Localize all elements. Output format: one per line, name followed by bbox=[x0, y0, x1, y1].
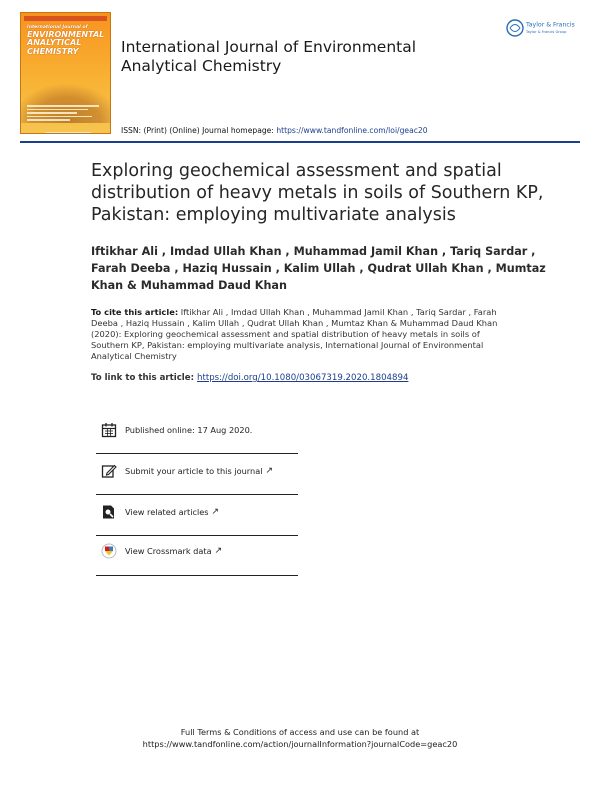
submit-article-link[interactable]: Submit your article to this journal bbox=[125, 466, 263, 476]
cover-top-bar bbox=[24, 16, 107, 21]
crossmark-link[interactable]: View Crossmark data bbox=[125, 546, 212, 556]
cover-title-line-1: ENVIRONMENTAL bbox=[27, 29, 105, 39]
related-articles-link[interactable]: View related articles bbox=[125, 507, 209, 517]
row-divider bbox=[96, 535, 298, 536]
footer bbox=[0, 726, 600, 750]
external-link-icon: ↗ bbox=[214, 546, 223, 556]
related-articles-row[interactable] bbox=[100, 502, 219, 522]
footer-terms-text: Full Terms & Conditions of access and use can be found at bbox=[180, 727, 420, 737]
cover-text-lines bbox=[27, 105, 99, 123]
external-link-icon: ↗ bbox=[211, 507, 220, 517]
external-link-icon: ↗ bbox=[265, 466, 274, 476]
publisher-name: Taylor & Francis bbox=[526, 21, 575, 29]
journal-cover-image[interactable] bbox=[20, 12, 111, 134]
cover-title-line-3: CHEMISTRY bbox=[27, 46, 79, 56]
edit-icon bbox=[100, 463, 117, 480]
issn-prefix: ISSN: (Print) (Online) Journal homepage: bbox=[121, 126, 277, 135]
doi-link[interactable]: https://doi.org/10.1080/03067319.2020.1804894 bbox=[197, 373, 409, 383]
citation-block bbox=[91, 307, 511, 362]
doi-label: To link to this article: bbox=[91, 373, 198, 383]
published-online-row bbox=[100, 420, 252, 440]
footer-terms-link[interactable]: https://www.tandfonline.com/action/journalInformation?journalCode=geac20 bbox=[142, 739, 458, 749]
crossmark-row[interactable] bbox=[100, 541, 222, 561]
crossmark-icon bbox=[100, 543, 117, 560]
doi-line bbox=[91, 373, 511, 383]
citation-text: Iftikhar Ali , Imdad Ullah Khan , Muhammad Jamil Khan , Tariq Sardar , Farah Deeba , Haziq Hussain , Kalim Ullah , Qudrat Ullah Khan , Mumtaz Khan & Muhammad Daud Khan (2020): Exploring geochemical assessment and spatial distribution of heavy metals in soils of Southern KP, Pakistan: employing multivariate analysis, International Journal of Environmental Analytical Chemistry bbox=[91, 307, 498, 361]
row-divider bbox=[96, 453, 298, 454]
cover-title bbox=[27, 26, 107, 56]
header-divider bbox=[20, 141, 580, 143]
row-divider bbox=[96, 494, 298, 495]
publisher-group: Taylor & Francis Group bbox=[526, 30, 567, 34]
submit-article-row[interactable] bbox=[100, 461, 273, 481]
journal-homepage-link[interactable]: https://www.tandfonline.com/loi/geac20 bbox=[276, 126, 428, 135]
cover-title-small: International Journal of bbox=[27, 25, 88, 30]
journal-title[interactable]: International Journal of Environmental Analytical Chemistry bbox=[121, 38, 417, 75]
cover-title-line-2: ANALYTICAL bbox=[27, 38, 82, 48]
cover-publisher-logo bbox=[43, 132, 93, 134]
published-online-text: Published online: 17 Aug 2020. bbox=[125, 425, 253, 435]
row-divider bbox=[96, 575, 298, 576]
search-document-icon bbox=[100, 504, 117, 521]
article-authors: Iftikhar Ali , Imdad Ullah Khan , Muhammad Jamil Khan , Tariq Sardar , Farah Deeba , Haziq Hussain , Kalim Ullah , Qudrat Ullah Khan , Mumtaz Khan & Muhammad Daud Khan bbox=[91, 245, 546, 292]
citation-label: To cite this article: bbox=[91, 307, 179, 317]
taylor-francis-logo[interactable] bbox=[505, 17, 585, 39]
article-title: Exploring geochemical assessment and spatial distribution of heavy metals in soils of Southern KP, Pakistan: employing multivariate analysis bbox=[91, 161, 544, 225]
calendar-icon bbox=[100, 422, 117, 439]
issn-line bbox=[121, 126, 428, 135]
